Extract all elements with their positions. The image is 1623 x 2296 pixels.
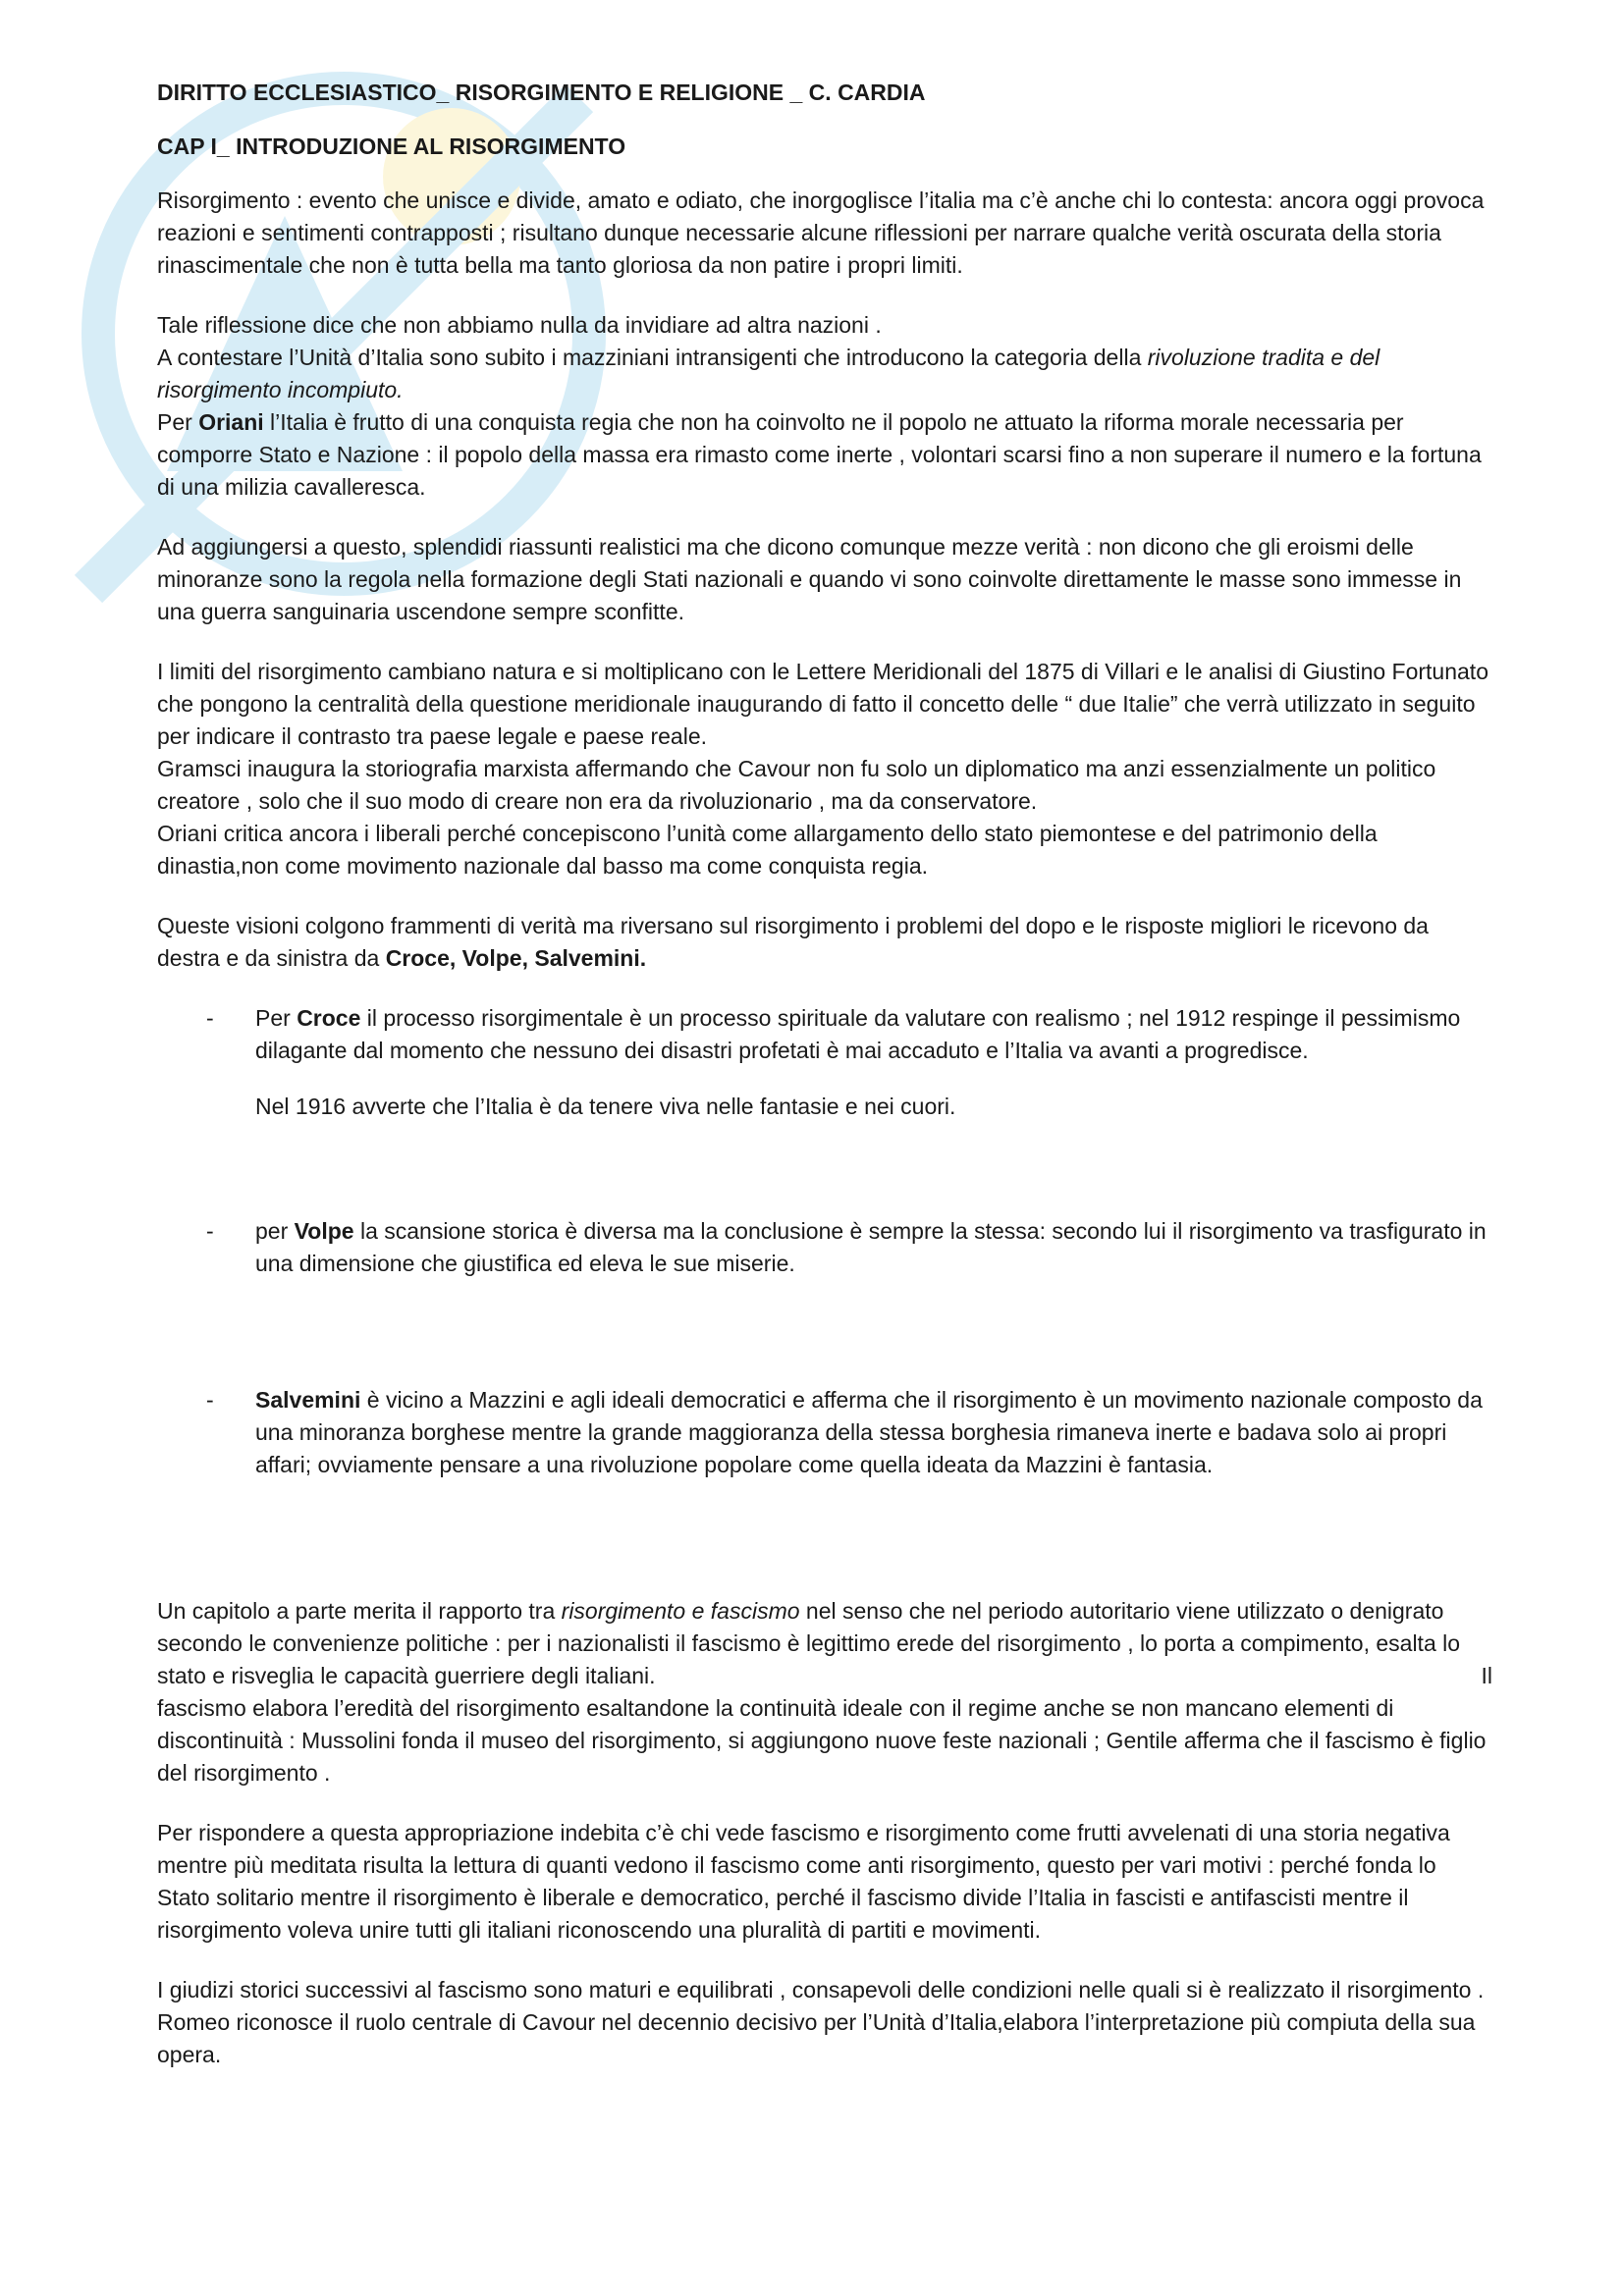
chapter-heading: CAP I_ INTRODUZIONE AL RISORGIMENTO: [157, 133, 626, 159]
bold-names: Croce, Volpe, Salvemini.: [385, 945, 647, 971]
croce-1916: Nel 1916 avverte che l’Italia è da tenere viva nelle fantasie e nei cuori.: [255, 1094, 956, 1119]
bullet-volpe: - per Volpe la scansione storica è diversa ma la conclusione è sempre la stessa: secondo lui il risorgimento va trasfigurato in una dimensione che giustifica ed eleva le sue miserie.: [157, 1215, 1492, 1280]
bullet-dash: -: [206, 1218, 214, 1244]
bullet-salvemini: - Salvemini è vicino a Mazzini e agli ideali democratici e afferma che il risorgimento è un movimento nazionale composto da una minoranza borghese mentre la grande maggioranza della stessa borghesia rimaneva inerte e badava solo ai propri affari; ovviamente pensare a una rivoluzione popolare come quella ideata da Mazzini è fantasia.: [157, 1384, 1492, 1481]
line-mazziniani: A contestare l’Unità d’Italia sono subito i mazziniani intransigenti che introducono la categoria della rivoluzione tradita e del risorgimento incompiuto.: [157, 345, 1380, 402]
bold-oriani: Oriani: [198, 409, 264, 435]
italic-rivoluzione: rivoluzione tradita e del risorgimento incompiuto.: [157, 345, 1380, 402]
paragraph-contestation: [157, 309, 1492, 504]
bold-salvemini: Salvemini: [255, 1387, 361, 1413]
bold-croce: Croce: [297, 1005, 361, 1031]
line-oriani: Per Oriani l’Italia è frutto di una conquista regia che non ha coinvolto ne il popolo ne attuato la riforma morale necessaria per comporre Stato e Nazione : il popolo della massa era rimasto come inerte , volontari scarsi fino a non superare il numero e la fortuna di una milizia cavalleresca.: [157, 409, 1482, 500]
word-il: Il: [1481, 1663, 1492, 1688]
bullet-croce: - Per Croce il processo risorgimentale è un processo spirituale da valutare con realismo ; nel 1912 respinge il pessimismo dilagante dal momento che nessuno dei disastri profetati è mai accaduto e l’Italia va avanti a progredisce. Nel 1916 avverte che l’Italia è da tenere viva nelle fantasie e nei cuori.: [157, 1002, 1492, 1123]
paragraph-intro: Risorgimento : evento che unisce e divide, amato e odiato, che inorgoglisce l’italia ma c’è anche chi lo contesta: ancora oggi provoca reazioni e sentimenti contrapposti ; risultano dunque necessarie alcune riflessioni per narrare qualche verità oscurata della storia rinascimentale che non è tutta bella ma tanto gloriosa da non patire i propri limiti.: [157, 187, 1485, 278]
document-title: DIRITTO ECCLESIASTICO_ RISORGIMENTO E RELIGIONE _ C. CARDIA: [157, 80, 926, 105]
bullet-dash: -: [206, 1005, 214, 1031]
paragraph-fascismo: Un capitolo a parte merita il rapporto tra risorgimento e fascismo nel senso che nel periodo autoritario viene utilizzato o denigrato secondo le convenienze politiche : per i nazionalisti il fascismo è legittimo erede del risorgimento , lo porta a compimento, esalta lo stato e risveglia le capacità guerriere degli italiani. Il fascismo elabora l’eredità del risorgimento esaltandone la continuità ideale con il regime anche se non mancano elementi di discontinuità : Mussolini fonda il museo del risorgimento, si aggiungono nuove feste nazionali ; Gentile afferma che il fascismo è figlio del risorgimento .: [157, 1598, 1492, 1786]
document-page: [157, 77, 1492, 2099]
paragraph-appropriazione: Per rispondere a questa appropriazione indebita c’è chi vede fascismo e risorgimento come frutti avvelenati di una storia negativa mentre più meditata risulta la lettura di quanti vedono il fascismo come anti risorgimento, questo per vari motivi : perché fonda lo Stato solitario mentre il risorgimento è liberale e democratico, perché il fascismo divide l’Italia in fascisti e antifascisti mentre il risorgimento voleva unire tutti gli italiani riconoscendo una pluralità di partiti e movimenti.: [157, 1820, 1450, 1943]
bold-volpe: Volpe: [294, 1218, 354, 1244]
italic-fascismo: risorgimento e fascismo: [561, 1598, 800, 1624]
paragraph-giudizi: I giudizi storici successivi al fascismo sono maturi e equilibrati , consapevoli delle condizioni nelle quali si è realizzato il risorgimento . Romeo riconosce il ruolo centrale di Cavour nel decennio decisivo per l’Unità d’Italia,elabora l’interpretazione più compiuta della sua opera.: [157, 1977, 1485, 2067]
bullet-dash: -: [206, 1387, 214, 1413]
paragraph-visioni: Queste visioni colgono frammenti di verità ma riversano sul risorgimento i problemi del dopo e le risposte migliori le ricevono da destra e da sinistra da Croce, Volpe, Salvemini.: [157, 913, 1429, 971]
line-riflessione: Tale riflessione dice che non abbiamo nulla da invidiare ad altra nazioni .: [157, 312, 882, 338]
paragraph-limiti: I limiti del risorgimento cambiano natura e si moltiplicano con le Lettere Meridionali del 1875 di Villari e le analisi di Giustino Fortunato che pongono la centralità della questione meridionale inaugurando di fatto il concetto delle “ due Italie” che verrà utilizzato in seguito per indicare il contrasto tra paese legale e paese reale. Gramsci inaugura la storiografia marxista affermando che Cavour non fu solo un diplomatico ma anzi essenzialmente un politico creatore , solo che il suo modo di creare non era da rivoluzionario , ma da conservatore. Oriani critica ancora i liberali perché concepiscono l’unità come allargamento dello stato piemontese e del patrimonio della dinastia,non come movimento nazionale dal basso ma come conquista regia.: [157, 659, 1488, 879]
paragraph-mezze-verita: Ad aggiungersi a questo, splendidi riassunti realistici ma che dicono comunque mezze verità : non dicono che gli eroismi delle minoranze sono la regola nella formazione degli Stati nazionali e quando vi sono coinvolte direttamente le masse sono immesse in una guerra sanguinaria uscendone sempre sconfitte.: [157, 534, 1462, 624]
